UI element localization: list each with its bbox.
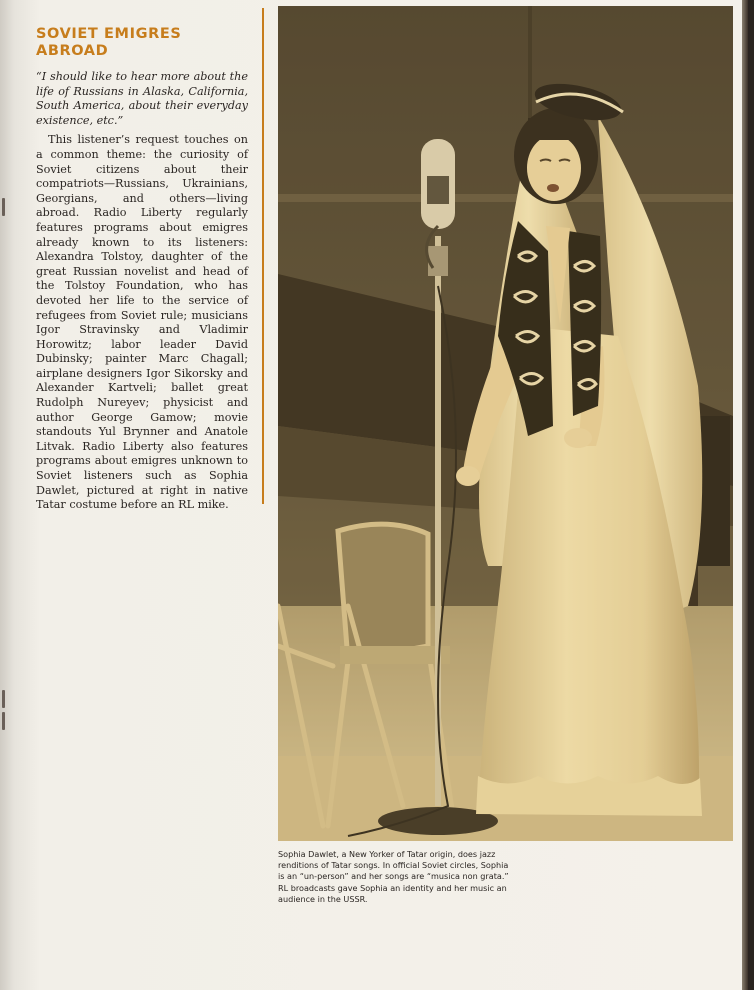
listener-quote: “I should like to hear more about the life of Russians in Alaska, California, South America, about their everyday existence, etc.” (36, 70, 248, 127)
singer-photograph (278, 6, 733, 841)
page-edge-shadow (742, 0, 748, 990)
column-divider-rule (262, 8, 264, 504)
binding-staple-mark (2, 198, 5, 216)
article-headline: SOVIET EMIGRES ABROAD (36, 26, 182, 59)
article-body: This listener’s request touches on a common theme: the curiosity of Soviet citizens about their compatriots—Russians, Ukrainians, Georgians, and others—living abroad. Radio Liberty regularly features programs about emigres already known to its listeners: Alexandra Tolstoy, daughter of the great Russian novelist and head of the Tolstoy Foundation, who has devoted her life to the service of refugees from Soviet rule; musicians Igor Stravinsky and Vladimir Horowitz; labor leader David Dubinsky; painter Marc Chagall; airplane designers Igor Sikorsky and Alexander Kartveli; ballet great Rudolph Nureyev; physicist and author George Gamow; movie standouts Yul Brynner and Anatole Litvak. Radio Liberty also features programs about emigres unknown to Soviet listeners such as Sophia Dawlet, pictured at right in native Tatar costume before an RL mike. (36, 133, 248, 512)
photo-illustration (278, 6, 733, 841)
photo-caption: Sophia Dawlet, a New Yorker of Tatar origin, does jazz renditions of Tatar songs. In official Soviet circles, Sophia is an “un-person” and her songs are “musica non grata.” RL broadcasts gave Sophia an identity and her music an audience in the USSR. (278, 849, 509, 904)
binding-staple-mark (2, 690, 5, 708)
article-column (36, 26, 248, 513)
binding-staple-mark (2, 712, 5, 730)
